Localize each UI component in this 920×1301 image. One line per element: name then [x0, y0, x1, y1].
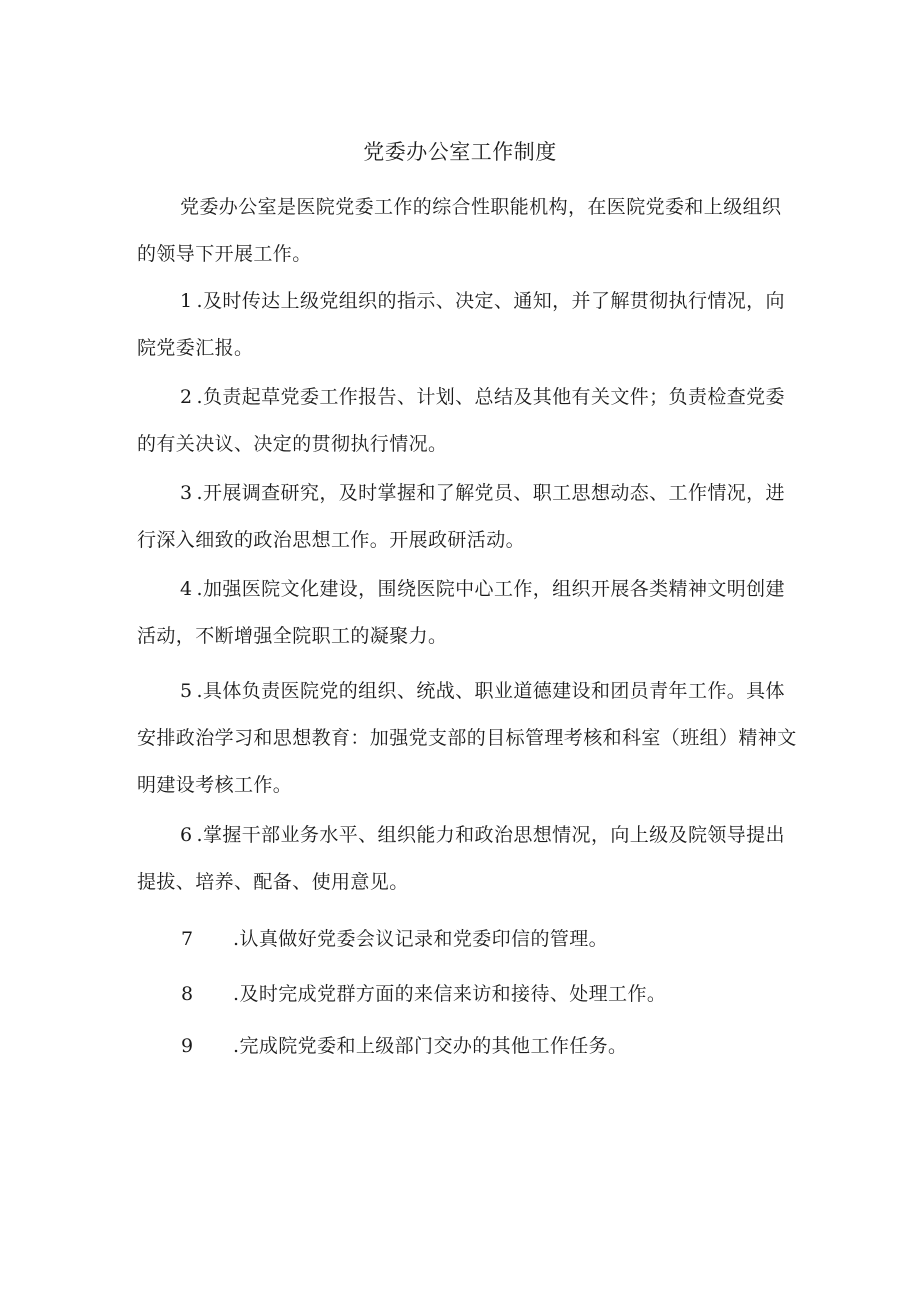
item-text: .负责起草党委工作报告、计划、总结及其他有关文件；负责检查党委的有关决议、决定的贯彻执行情况。	[137, 386, 785, 455]
list-item-5	[137, 668, 797, 809]
item-number: 1	[180, 290, 193, 312]
list-item-9	[181, 1023, 627, 1070]
document-title: 党委办公室工作制度	[363, 140, 557, 164]
intro-paragraph: 党委办公室是医院党委工作的综合性职能机构，在医院党委和上级组织的领导下开展工作。	[137, 196, 782, 265]
list-item-3	[137, 470, 797, 564]
item-text: .开展调查研究，及时掌握和了解党员、职工思想动态、工作情况，进行深入细致的政治思想工作。开展政研活动。	[137, 482, 785, 551]
item-text: .加强医院文化建设，围绕医院中心工作，组织开展各类精神文明创建活动，不断增强全院职工的凝聚力。	[137, 578, 785, 647]
item-text: .及时传达上级党组织的指示、决定、通知，并了解贯彻执行情况，向院党委汇报。	[137, 290, 785, 359]
list-item-7	[181, 916, 608, 963]
list-item-8	[181, 971, 666, 1018]
item-number: 9	[181, 1035, 194, 1057]
item-number: 5	[180, 680, 193, 702]
list-item-4	[137, 566, 797, 660]
list-item-2	[137, 374, 797, 468]
item-text: .具体负责医院党的组织、统战、职业道德建设和团员青年工作。具体安排政治学习和思想教育：加强党支部的目标管理考核和科室（班组）精神文明建设考核工作。	[137, 680, 797, 796]
item-number: 6	[180, 824, 193, 846]
list-item-6	[137, 812, 797, 906]
item-number: 8	[181, 983, 194, 1005]
item-number: 3	[180, 482, 193, 504]
item-text: .及时完成党群方面的来信来访和接待、处理工作。	[233, 983, 667, 1005]
item-number: 2	[180, 386, 193, 408]
item-number: 7	[181, 928, 194, 950]
item-text: .掌握干部业务水平、组织能力和政治思想情况，向上级及院领导提出提拔、培养、配备、使用意见。	[137, 824, 785, 893]
item-number: 4	[180, 578, 193, 600]
item-text: .完成院党委和上级部门交办的其他工作任务。	[233, 1035, 628, 1057]
item-text: .认真做好党委会议记录和党委印信的管理。	[233, 928, 609, 950]
list-item-1	[137, 278, 797, 372]
